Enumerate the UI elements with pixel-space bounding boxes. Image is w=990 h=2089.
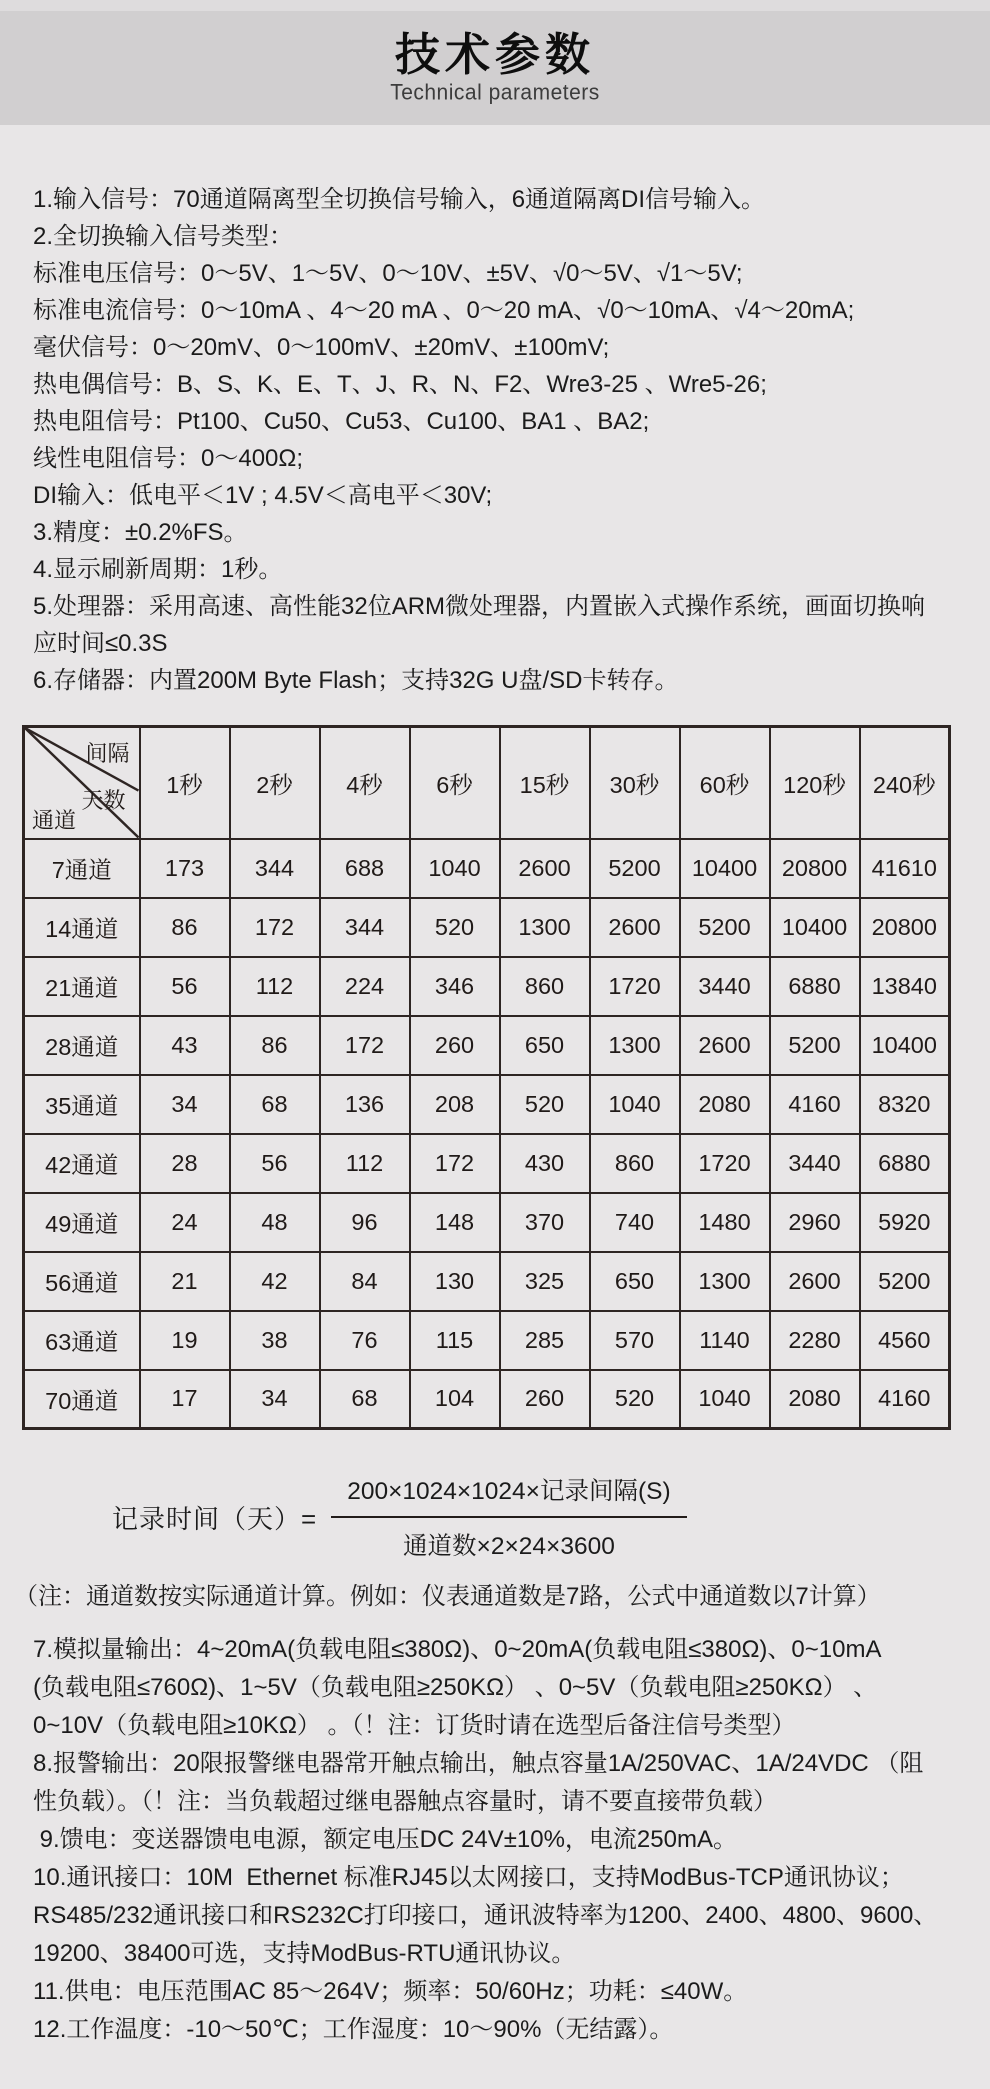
channel-row-header: 14通道 (24, 898, 140, 957)
days-cell: 2080 (680, 1075, 770, 1134)
interval-header-cell: 1秒 (140, 727, 230, 839)
days-cell: 650 (590, 1252, 680, 1311)
spec-line: 标准电压信号：0～5V、1～5V、0～10V、±5V、√0～5V、√1～5V; (33, 260, 743, 287)
days-cell: 224 (320, 957, 410, 1016)
spec-line: 10.通讯接口：10M Ethernet 标准RJ45以太网接口，支持ModBus-TCP通讯协议； (33, 1864, 904, 1891)
spec-line: (负载电阻≤760Ω)、1~5V（负载电阻≥250KΩ） 、0~5V（负载电阻≥250KΩ） 、 (33, 1674, 878, 1701)
spec-line: 8.报警输出：20限报警继电器常开触点输出，触点容量1A/250VAC、1A/24VDC （阻 (33, 1750, 924, 1777)
days-cell: 34 (230, 1370, 320, 1429)
corner-label-interval: 间隔 (85, 741, 130, 766)
spec-line: 热电阻信号：Pt100、Cu50、Cu53、Cu100、BA1 、BA2; (33, 408, 650, 435)
table-row (24, 1016, 950, 1075)
channel-row-header: 35通道 (24, 1075, 140, 1134)
spec-line: 标准电流信号：0～10mA 、4～20 mA 、0～20 mA、√0～10mA、√4～20mA; (33, 297, 855, 324)
spec-line: DI输入：低电平＜1V ; 4.5V＜高电平＜30V; (33, 482, 493, 509)
formula-note: （注：通道数按实际通道计算。例如：仪表通道数是7路，公式中通道数以7计算） (14, 1583, 881, 1610)
days-cell: 860 (590, 1134, 680, 1193)
days-cell: 1720 (590, 957, 680, 1016)
days-cell: 115 (410, 1311, 500, 1370)
record-time-formula (112, 1472, 990, 1562)
days-cell: 1300 (680, 1252, 770, 1311)
spec-line: 毫伏信号：0～20mV、0～100mV、±20mV、±100mV; (33, 334, 610, 361)
channel-row-header: 63通道 (24, 1311, 140, 1370)
days-cell: 2600 (770, 1252, 860, 1311)
days-cell: 172 (230, 898, 320, 957)
spec-line: 4.显示刷新周期：1秒。 (33, 556, 283, 583)
days-cell: 172 (320, 1016, 410, 1075)
days-cell: 19 (140, 1311, 230, 1370)
days-cell: 4560 (860, 1311, 950, 1370)
days-cell: 5200 (770, 1016, 860, 1075)
interval-header-cell: 240秒 (860, 727, 950, 839)
interval-header-cell: 120秒 (770, 727, 860, 839)
formula-numerator: 200×1024×1024×记录间隔(S) (331, 1472, 686, 1518)
days-cell: 860 (500, 957, 590, 1016)
interval-header-cell: 6秒 (410, 727, 500, 839)
days-cell: 285 (500, 1311, 590, 1370)
days-cell: 260 (500, 1370, 590, 1429)
days-cell: 130 (410, 1252, 500, 1311)
days-cell: 112 (230, 957, 320, 1016)
spec-line: RS485/232通讯接口和RS232C打印接口，通讯波特率为1200、2400、4800、9600、 (33, 1902, 938, 1929)
spec-line: 性负载）。（！注：当负载超过继电器触点容量时，请不要直接带负载） (33, 1788, 777, 1815)
days-cell: 13840 (860, 957, 950, 1016)
days-cell: 86 (140, 898, 230, 957)
spec-line: 11.供电：电压范围AC 85～264V；频率：50/60Hz；功耗：≤40W。 (33, 1978, 748, 2005)
days-cell: 3440 (770, 1134, 860, 1193)
spec-line: 3.精度：±0.2%FS。 (33, 519, 248, 546)
channel-row-header: 70通道 (24, 1370, 140, 1429)
days-cell: 172 (410, 1134, 500, 1193)
days-cell: 3440 (680, 957, 770, 1016)
days-cell: 112 (320, 1134, 410, 1193)
table-row (24, 1252, 950, 1311)
days-cell: 2600 (680, 1016, 770, 1075)
days-cell: 370 (500, 1193, 590, 1252)
channel-row-header: 21通道 (24, 957, 140, 1016)
spec-list-top (33, 181, 990, 699)
days-cell: 1040 (590, 1075, 680, 1134)
days-cell: 6880 (860, 1134, 950, 1193)
days-cell: 344 (230, 839, 320, 898)
interval-header-cell: 15秒 (500, 727, 590, 839)
days-cell: 48 (230, 1193, 320, 1252)
days-cell: 570 (590, 1311, 680, 1370)
days-cell: 68 (230, 1075, 320, 1134)
days-cell: 173 (140, 839, 230, 898)
days-cell: 260 (410, 1016, 500, 1075)
days-cell: 43 (140, 1016, 230, 1075)
days-cell: 5920 (860, 1193, 950, 1252)
spec-line: 0~10V（负载电阻≥10KΩ） 。（！注：订货时请在选型后备注信号类型） (33, 1712, 796, 1739)
days-cell: 84 (320, 1252, 410, 1311)
days-cell: 136 (320, 1075, 410, 1134)
table-row (24, 1370, 950, 1429)
days-cell: 56 (140, 957, 230, 1016)
spec-line: 7.模拟量输出：4~20mA(负载电阻≤380Ω)、0~20mA(负载电阻≤380Ω)、0~10mA (33, 1636, 882, 1663)
interval-header-cell: 30秒 (590, 727, 680, 839)
table-corner-cell (24, 727, 140, 839)
days-cell: 10400 (770, 898, 860, 957)
top-strip (0, 0, 990, 11)
days-cell: 42 (230, 1252, 320, 1311)
spec-line: 6.存储器：内置200M Byte Flash；支持32G U盘/SD卡转存。 (33, 667, 679, 694)
days-cell: 24 (140, 1193, 230, 1252)
days-cell: 56 (230, 1134, 320, 1193)
days-cell: 520 (590, 1370, 680, 1429)
days-cell: 4160 (770, 1075, 860, 1134)
days-cell: 1040 (410, 839, 500, 898)
spec-line: 应时间≤0.3S (33, 630, 168, 657)
days-cell: 20800 (770, 839, 860, 898)
days-cell: 650 (500, 1016, 590, 1075)
days-cell: 346 (410, 957, 500, 1016)
channel-row-header: 7通道 (24, 839, 140, 898)
days-cell: 17 (140, 1370, 230, 1429)
days-cell: 104 (410, 1370, 500, 1429)
days-cell: 38 (230, 1311, 320, 1370)
formula-fraction (331, 1472, 686, 1562)
days-cell: 344 (320, 898, 410, 957)
spec-line: 线性电阻信号：0～400Ω; (33, 445, 303, 472)
channel-row-header: 49通道 (24, 1193, 140, 1252)
record-duration-table (22, 725, 951, 1430)
spec-line: 1.输入信号：70通道隔离型全切换信号输入，6通道隔离DI信号输入。 (33, 186, 766, 213)
page-header (0, 11, 990, 125)
spec-list-bottom (33, 1631, 990, 2049)
days-cell: 430 (500, 1134, 590, 1193)
formula-label: 记录时间（天）= (112, 1503, 318, 1534)
table-row (24, 1311, 950, 1370)
days-cell: 520 (500, 1075, 590, 1134)
corner-label-channel: 通道 (32, 807, 77, 833)
days-cell: 10400 (680, 839, 770, 898)
days-cell: 2080 (770, 1370, 860, 1429)
channel-row-header: 28通道 (24, 1016, 140, 1075)
days-cell: 41610 (860, 839, 950, 898)
spec-line: 19200、38400可选，支持ModBus-RTU通讯协议。 (33, 1940, 576, 1967)
table-row (24, 839, 950, 898)
formula-denominator: 通道数×2×24×3600 (403, 1533, 615, 1560)
days-cell: 10400 (860, 1016, 950, 1075)
spec-line: 5.处理器：采用高速、高性能32位ARM微处理器，内置嵌入式操作系统，画面切换响 (33, 593, 926, 620)
days-cell: 1300 (500, 898, 590, 957)
table-row (24, 898, 950, 957)
days-cell: 2600 (500, 839, 590, 898)
days-cell: 520 (410, 898, 500, 957)
days-cell: 1040 (680, 1370, 770, 1429)
days-cell: 1300 (590, 1016, 680, 1075)
days-cell: 1720 (680, 1134, 770, 1193)
days-cell: 86 (230, 1016, 320, 1075)
days-cell: 148 (410, 1193, 500, 1252)
table-row (24, 957, 950, 1016)
channel-row-header: 56通道 (24, 1252, 140, 1311)
days-cell: 96 (320, 1193, 410, 1252)
page-title: 技术参数 (394, 29, 595, 81)
channel-row-header: 42通道 (24, 1134, 140, 1193)
days-cell: 2960 (770, 1193, 860, 1252)
days-cell: 740 (590, 1193, 680, 1252)
page-subtitle: Technical parameters (390, 80, 600, 105)
days-cell: 2280 (770, 1311, 860, 1370)
interval-header-cell: 2秒 (230, 727, 320, 839)
corner-label-days: 天数 (81, 787, 126, 813)
days-cell: 5200 (680, 898, 770, 957)
days-cell: 28 (140, 1134, 230, 1193)
spec-line: 9.馈电：变送器馈电电源，额定电压DC 24V±10%，电流250mA。 (33, 1826, 737, 1853)
days-cell: 325 (500, 1252, 590, 1311)
days-cell: 4160 (860, 1370, 950, 1429)
days-cell: 6880 (770, 957, 860, 1016)
days-cell: 1140 (680, 1311, 770, 1370)
days-cell: 5200 (860, 1252, 950, 1311)
days-cell: 20800 (860, 898, 950, 957)
interval-header-cell: 60秒 (680, 727, 770, 839)
interval-header-cell: 4秒 (320, 727, 410, 839)
record-table-head-row (24, 727, 950, 839)
days-cell: 68 (320, 1370, 410, 1429)
days-cell: 688 (320, 839, 410, 898)
days-cell: 8320 (860, 1075, 950, 1134)
days-cell: 34 (140, 1075, 230, 1134)
table-row (24, 1134, 950, 1193)
days-cell: 5200 (590, 839, 680, 898)
days-cell: 2600 (590, 898, 680, 957)
days-cell: 1480 (680, 1193, 770, 1252)
spec-line: 热电偶信号：B、S、K、E、T、J、R、N、F2、Wre3-25 、Wre5-26; (33, 371, 767, 398)
spec-line: 12.工作温度：-10～50℃；工作湿度：10～90%（无结露）。 (33, 2016, 674, 2043)
record-table-body (24, 839, 950, 1429)
table-row (24, 1075, 950, 1134)
table-row (24, 1193, 950, 1252)
spec-line: 2.全切换输入信号类型： (33, 223, 294, 250)
days-cell: 76 (320, 1311, 410, 1370)
days-cell: 21 (140, 1252, 230, 1311)
days-cell: 208 (410, 1075, 500, 1134)
